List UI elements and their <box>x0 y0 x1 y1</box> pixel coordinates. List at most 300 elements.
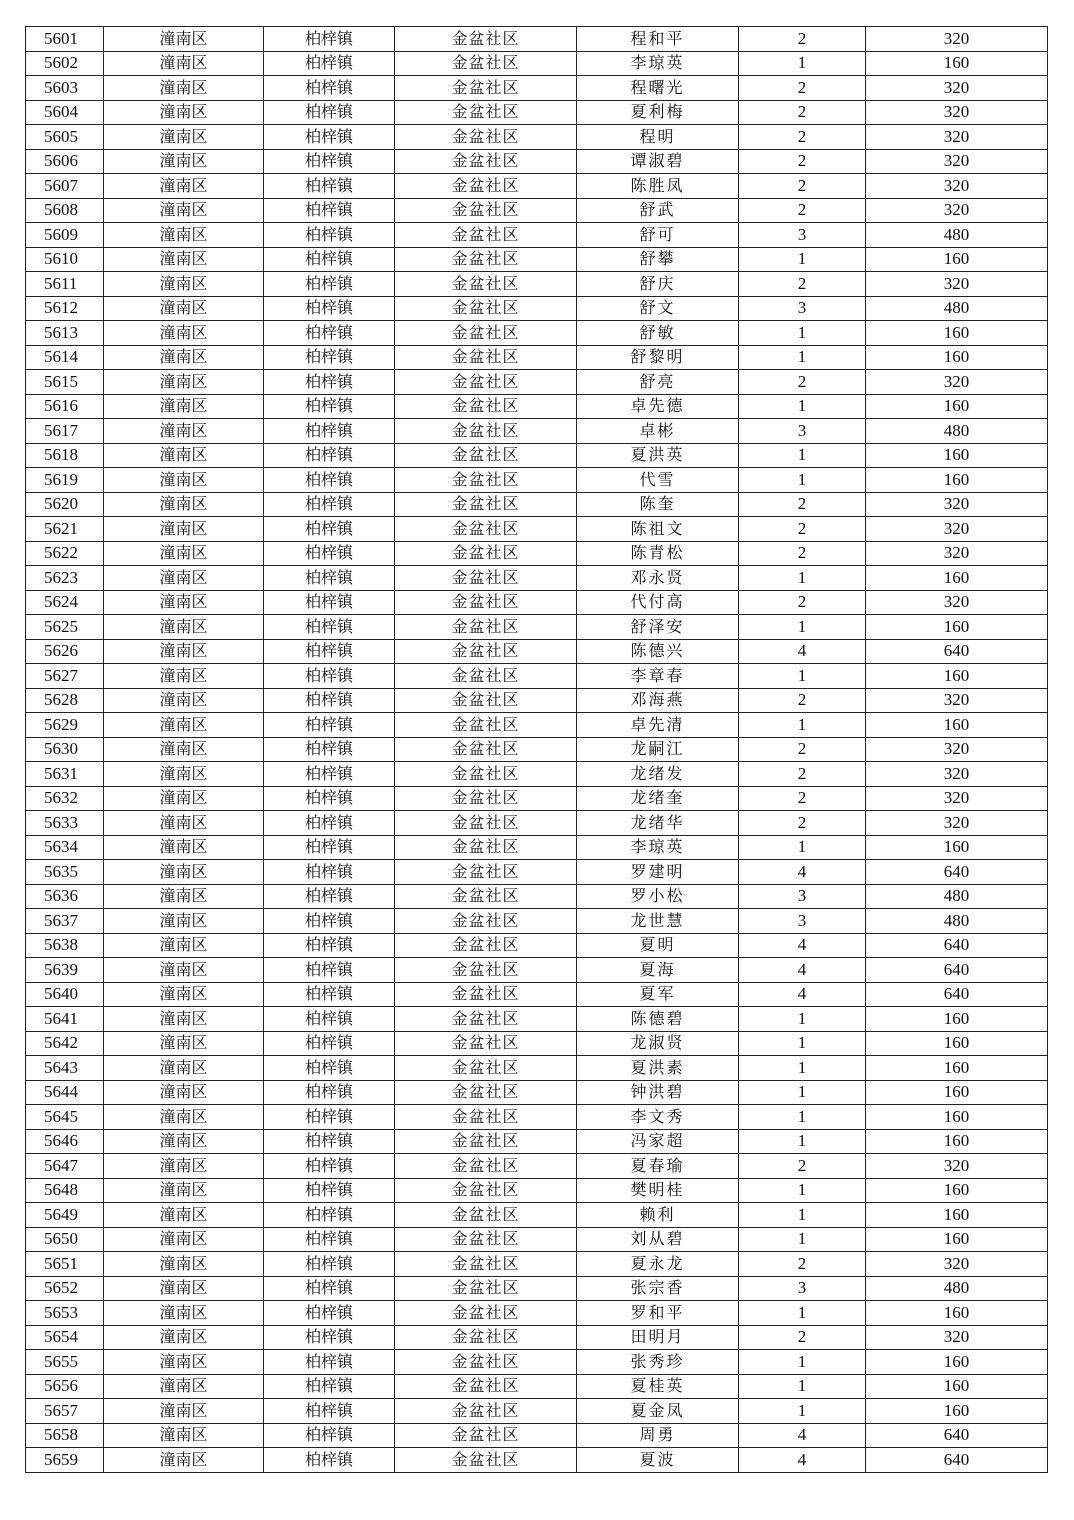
cell-seq-no: 5620 <box>26 492 104 517</box>
cell-town: 柏梓镇 <box>264 1203 395 1228</box>
cell-name: 代雪 <box>577 468 739 493</box>
cell-seq-no: 5602 <box>26 51 104 76</box>
cell-name: 舒武 <box>577 198 739 223</box>
cell-count: 2 <box>739 1154 866 1179</box>
cell-amount: 480 <box>866 419 1048 444</box>
cell-amount: 320 <box>866 272 1048 297</box>
cell-seq-no: 5643 <box>26 1056 104 1081</box>
cell-village: 金盆社区 <box>395 492 577 517</box>
cell-village: 金盆社区 <box>395 1080 577 1105</box>
cell-district: 潼南区 <box>104 443 264 468</box>
cell-name: 卓彬 <box>577 419 739 444</box>
cell-district: 潼南区 <box>104 1154 264 1179</box>
cell-town: 柏梓镇 <box>264 492 395 517</box>
cell-amount: 640 <box>866 639 1048 664</box>
cell-seq-no: 5628 <box>26 688 104 713</box>
cell-town: 柏梓镇 <box>264 27 395 52</box>
cell-amount: 160 <box>866 713 1048 738</box>
cell-village: 金盆社区 <box>395 1325 577 1350</box>
cell-name: 刘从碧 <box>577 1227 739 1252</box>
cell-name: 龙嗣江 <box>577 737 739 762</box>
cell-name: 陈祖文 <box>577 517 739 542</box>
cell-village: 金盆社区 <box>395 468 577 493</box>
cell-village: 金盆社区 <box>395 933 577 958</box>
cell-village: 金盆社区 <box>395 909 577 934</box>
cell-amount: 320 <box>866 198 1048 223</box>
cell-amount: 320 <box>866 762 1048 787</box>
cell-district: 潼南区 <box>104 1399 264 1424</box>
cell-seq-no: 5627 <box>26 664 104 689</box>
table-row <box>26 835 1048 860</box>
cell-name: 舒可 <box>577 223 739 248</box>
cell-count: 4 <box>739 1423 866 1448</box>
cell-town: 柏梓镇 <box>264 1080 395 1105</box>
cell-town: 柏梓镇 <box>264 664 395 689</box>
cell-name: 周勇 <box>577 1423 739 1448</box>
cell-town: 柏梓镇 <box>264 811 395 836</box>
cell-town: 柏梓镇 <box>264 1227 395 1252</box>
cell-name: 龙世慧 <box>577 909 739 934</box>
cell-district: 潼南区 <box>104 933 264 958</box>
cell-district: 潼南区 <box>104 590 264 615</box>
cell-amount: 320 <box>866 541 1048 566</box>
cell-village: 金盆社区 <box>395 958 577 983</box>
cell-count: 2 <box>739 76 866 101</box>
cell-name: 夏洪英 <box>577 443 739 468</box>
cell-district: 潼南区 <box>104 419 264 444</box>
cell-district: 潼南区 <box>104 811 264 836</box>
cell-seq-no: 5629 <box>26 713 104 738</box>
cell-count: 1 <box>739 394 866 419</box>
cell-name: 张秀珍 <box>577 1350 739 1375</box>
cell-amount: 320 <box>866 1154 1048 1179</box>
cell-name: 樊明桂 <box>577 1178 739 1203</box>
cell-district: 潼南区 <box>104 1203 264 1228</box>
cell-village: 金盆社区 <box>395 884 577 909</box>
cell-district: 潼南区 <box>104 1056 264 1081</box>
table-row <box>26 1350 1048 1375</box>
cell-amount: 160 <box>866 1227 1048 1252</box>
cell-amount: 320 <box>866 27 1048 52</box>
cell-seq-no: 5650 <box>26 1227 104 1252</box>
cell-district: 潼南区 <box>104 737 264 762</box>
cell-district: 潼南区 <box>104 566 264 591</box>
cell-village: 金盆社区 <box>395 125 577 150</box>
cell-count: 2 <box>739 590 866 615</box>
cell-name: 夏永龙 <box>577 1252 739 1277</box>
cell-count: 1 <box>739 713 866 738</box>
cell-amount: 320 <box>866 174 1048 199</box>
cell-name: 夏利梅 <box>577 100 739 125</box>
cell-count: 2 <box>739 370 866 395</box>
cell-amount: 160 <box>866 51 1048 76</box>
cell-village: 金盆社区 <box>395 762 577 787</box>
cell-amount: 480 <box>866 223 1048 248</box>
cell-district: 潼南区 <box>104 1252 264 1277</box>
cell-village: 金盆社区 <box>395 247 577 272</box>
cell-name: 陈德碧 <box>577 1007 739 1032</box>
cell-count: 1 <box>739 1350 866 1375</box>
cell-district: 潼南区 <box>104 345 264 370</box>
cell-district: 潼南区 <box>104 1227 264 1252</box>
cell-seq-no: 5623 <box>26 566 104 591</box>
cell-seq-no: 5601 <box>26 27 104 52</box>
cell-name: 夏军 <box>577 982 739 1007</box>
cell-town: 柏梓镇 <box>264 76 395 101</box>
table-row <box>26 1252 1048 1277</box>
cell-town: 柏梓镇 <box>264 737 395 762</box>
cell-count: 2 <box>739 492 866 517</box>
cell-village: 金盆社区 <box>395 1399 577 1424</box>
cell-count: 2 <box>739 737 866 762</box>
table-row <box>26 272 1048 297</box>
cell-seq-no: 5646 <box>26 1129 104 1154</box>
cell-seq-no: 5619 <box>26 468 104 493</box>
cell-town: 柏梓镇 <box>264 688 395 713</box>
cell-town: 柏梓镇 <box>264 100 395 125</box>
cell-district: 潼南区 <box>104 1080 264 1105</box>
cell-district: 潼南区 <box>104 517 264 542</box>
cell-district: 潼南区 <box>104 296 264 321</box>
cell-count: 1 <box>739 1080 866 1105</box>
cell-town: 柏梓镇 <box>264 296 395 321</box>
cell-count: 2 <box>739 272 866 297</box>
cell-town: 柏梓镇 <box>264 933 395 958</box>
cell-seq-no: 5653 <box>26 1301 104 1326</box>
table-body <box>26 27 1048 1473</box>
cell-seq-no: 5644 <box>26 1080 104 1105</box>
cell-name: 代付高 <box>577 590 739 615</box>
cell-seq-no: 5639 <box>26 958 104 983</box>
table-row <box>26 1105 1048 1130</box>
cell-district: 潼南区 <box>104 76 264 101</box>
cell-name: 陈青松 <box>577 541 739 566</box>
cell-count: 2 <box>739 541 866 566</box>
cell-count: 1 <box>739 1203 866 1228</box>
table-row <box>26 517 1048 542</box>
cell-count: 1 <box>739 1399 866 1424</box>
table-row <box>26 1178 1048 1203</box>
table-row <box>26 27 1048 52</box>
cell-district: 潼南区 <box>104 1007 264 1032</box>
cell-name: 夏洪素 <box>577 1056 739 1081</box>
cell-town: 柏梓镇 <box>264 762 395 787</box>
cell-name: 龙绪华 <box>577 811 739 836</box>
cell-seq-no: 5626 <box>26 639 104 664</box>
cell-town: 柏梓镇 <box>264 321 395 346</box>
cell-town: 柏梓镇 <box>264 1423 395 1448</box>
cell-village: 金盆社区 <box>395 394 577 419</box>
cell-village: 金盆社区 <box>395 27 577 52</box>
cell-seq-no: 5655 <box>26 1350 104 1375</box>
cell-seq-no: 5657 <box>26 1399 104 1424</box>
cell-district: 潼南区 <box>104 639 264 664</box>
cell-count: 3 <box>739 884 866 909</box>
cell-district: 潼南区 <box>104 1276 264 1301</box>
cell-count: 1 <box>739 1031 866 1056</box>
cell-amount: 160 <box>866 1350 1048 1375</box>
cell-count: 2 <box>739 811 866 836</box>
cell-district: 潼南区 <box>104 860 264 885</box>
cell-town: 柏梓镇 <box>264 223 395 248</box>
cell-amount: 160 <box>866 1007 1048 1032</box>
cell-district: 潼南区 <box>104 1423 264 1448</box>
cell-village: 金盆社区 <box>395 1007 577 1032</box>
table-row <box>26 321 1048 346</box>
cell-amount: 160 <box>866 1203 1048 1228</box>
cell-amount: 320 <box>866 492 1048 517</box>
cell-village: 金盆社区 <box>395 345 577 370</box>
cell-seq-no: 5659 <box>26 1448 104 1473</box>
cell-village: 金盆社区 <box>395 321 577 346</box>
cell-town: 柏梓镇 <box>264 566 395 591</box>
cell-seq-no: 5636 <box>26 884 104 909</box>
cell-district: 潼南区 <box>104 1129 264 1154</box>
cell-district: 潼南区 <box>104 394 264 419</box>
cell-seq-no: 5632 <box>26 786 104 811</box>
cell-name: 邓海燕 <box>577 688 739 713</box>
cell-amount: 320 <box>866 100 1048 125</box>
table-row <box>26 1423 1048 1448</box>
cell-seq-no: 5637 <box>26 909 104 934</box>
cell-amount: 320 <box>866 688 1048 713</box>
cell-amount: 640 <box>866 933 1048 958</box>
table-row <box>26 664 1048 689</box>
cell-name: 夏波 <box>577 1448 739 1473</box>
cell-count: 4 <box>739 1448 866 1473</box>
cell-count: 2 <box>739 1252 866 1277</box>
cell-village: 金盆社区 <box>395 1374 577 1399</box>
cell-amount: 320 <box>866 1325 1048 1350</box>
cell-village: 金盆社区 <box>395 1203 577 1228</box>
cell-town: 柏梓镇 <box>264 468 395 493</box>
cell-seq-no: 5641 <box>26 1007 104 1032</box>
cell-town: 柏梓镇 <box>264 443 395 468</box>
cell-count: 2 <box>739 27 866 52</box>
cell-town: 柏梓镇 <box>264 345 395 370</box>
cell-seq-no: 5633 <box>26 811 104 836</box>
cell-village: 金盆社区 <box>395 615 577 640</box>
cell-count: 3 <box>739 909 866 934</box>
cell-seq-no: 5615 <box>26 370 104 395</box>
cell-seq-no: 5618 <box>26 443 104 468</box>
cell-village: 金盆社区 <box>395 296 577 321</box>
cell-name: 舒庆 <box>577 272 739 297</box>
table-row <box>26 51 1048 76</box>
table-row <box>26 443 1048 468</box>
cell-name: 谭淑碧 <box>577 149 739 174</box>
cell-name: 邓永贤 <box>577 566 739 591</box>
cell-district: 潼南区 <box>104 1448 264 1473</box>
cell-village: 金盆社区 <box>395 100 577 125</box>
cell-district: 潼南区 <box>104 370 264 395</box>
cell-name: 龙淑贤 <box>577 1031 739 1056</box>
cell-district: 潼南区 <box>104 1325 264 1350</box>
table-row <box>26 982 1048 1007</box>
table-row <box>26 1448 1048 1473</box>
cell-village: 金盆社区 <box>395 811 577 836</box>
cell-town: 柏梓镇 <box>264 786 395 811</box>
cell-seq-no: 5621 <box>26 517 104 542</box>
cell-town: 柏梓镇 <box>264 419 395 444</box>
cell-name: 罗小松 <box>577 884 739 909</box>
cell-name: 夏春瑜 <box>577 1154 739 1179</box>
cell-name: 卓先清 <box>577 713 739 738</box>
cell-count: 2 <box>739 149 866 174</box>
cell-town: 柏梓镇 <box>264 1105 395 1130</box>
cell-village: 金盆社区 <box>395 443 577 468</box>
cell-amount: 160 <box>866 1031 1048 1056</box>
cell-village: 金盆社区 <box>395 737 577 762</box>
cell-seq-no: 5625 <box>26 615 104 640</box>
cell-seq-no: 5634 <box>26 835 104 860</box>
cell-amount: 160 <box>866 443 1048 468</box>
cell-village: 金盆社区 <box>395 1056 577 1081</box>
cell-name: 陈德兴 <box>577 639 739 664</box>
cell-seq-no: 5612 <box>26 296 104 321</box>
cell-seq-no: 5617 <box>26 419 104 444</box>
cell-district: 潼南区 <box>104 1178 264 1203</box>
cell-amount: 160 <box>866 1056 1048 1081</box>
cell-seq-no: 5614 <box>26 345 104 370</box>
table-row <box>26 1399 1048 1424</box>
cell-count: 1 <box>739 1129 866 1154</box>
cell-district: 潼南区 <box>104 762 264 787</box>
table-row <box>26 762 1048 787</box>
cell-town: 柏梓镇 <box>264 909 395 934</box>
cell-village: 金盆社区 <box>395 639 577 664</box>
cell-seq-no: 5647 <box>26 1154 104 1179</box>
cell-seq-no: 5654 <box>26 1325 104 1350</box>
cell-count: 2 <box>739 688 866 713</box>
table-row <box>26 223 1048 248</box>
table-row <box>26 737 1048 762</box>
cell-town: 柏梓镇 <box>264 713 395 738</box>
cell-village: 金盆社区 <box>395 517 577 542</box>
cell-village: 金盆社区 <box>395 1129 577 1154</box>
table-row <box>26 345 1048 370</box>
cell-count: 1 <box>739 835 866 860</box>
table-row <box>26 492 1048 517</box>
cell-amount: 160 <box>866 1399 1048 1424</box>
cell-seq-no: 5635 <box>26 860 104 885</box>
cell-village: 金盆社区 <box>395 1423 577 1448</box>
cell-town: 柏梓镇 <box>264 541 395 566</box>
table-row <box>26 713 1048 738</box>
cell-count: 2 <box>739 1325 866 1350</box>
cell-town: 柏梓镇 <box>264 272 395 297</box>
cell-town: 柏梓镇 <box>264 1178 395 1203</box>
cell-seq-no: 5656 <box>26 1374 104 1399</box>
table-row <box>26 174 1048 199</box>
cell-amount: 160 <box>866 468 1048 493</box>
cell-village: 金盆社区 <box>395 272 577 297</box>
cell-amount: 160 <box>866 1129 1048 1154</box>
cell-amount: 640 <box>866 1423 1048 1448</box>
cell-count: 4 <box>739 933 866 958</box>
cell-town: 柏梓镇 <box>264 860 395 885</box>
cell-name: 舒泽安 <box>577 615 739 640</box>
cell-amount: 160 <box>866 664 1048 689</box>
cell-seq-no: 5622 <box>26 541 104 566</box>
cell-district: 潼南区 <box>104 615 264 640</box>
cell-count: 1 <box>739 1105 866 1130</box>
table-row <box>26 615 1048 640</box>
table-row <box>26 786 1048 811</box>
cell-count: 3 <box>739 223 866 248</box>
cell-count: 2 <box>739 125 866 150</box>
cell-village: 金盆社区 <box>395 1350 577 1375</box>
cell-village: 金盆社区 <box>395 1252 577 1277</box>
cell-seq-no: 5611 <box>26 272 104 297</box>
table-row <box>26 590 1048 615</box>
cell-village: 金盆社区 <box>395 786 577 811</box>
table-row <box>26 566 1048 591</box>
table-row <box>26 1276 1048 1301</box>
cell-amount: 320 <box>866 811 1048 836</box>
cell-count: 2 <box>739 517 866 542</box>
table-row <box>26 1227 1048 1252</box>
cell-district: 潼南区 <box>104 468 264 493</box>
cell-amount: 160 <box>866 1080 1048 1105</box>
cell-village: 金盆社区 <box>395 51 577 76</box>
cell-village: 金盆社区 <box>395 198 577 223</box>
cell-count: 1 <box>739 1007 866 1032</box>
cell-village: 金盆社区 <box>395 566 577 591</box>
cell-village: 金盆社区 <box>395 149 577 174</box>
cell-count: 1 <box>739 247 866 272</box>
cell-village: 金盆社区 <box>395 1227 577 1252</box>
cell-district: 潼南区 <box>104 198 264 223</box>
cell-district: 潼南区 <box>104 541 264 566</box>
cell-name: 夏明 <box>577 933 739 958</box>
cell-seq-no: 5648 <box>26 1178 104 1203</box>
cell-seq-no: 5630 <box>26 737 104 762</box>
cell-count: 1 <box>739 443 866 468</box>
cell-seq-no: 5642 <box>26 1031 104 1056</box>
cell-count: 1 <box>739 51 866 76</box>
cell-town: 柏梓镇 <box>264 1252 395 1277</box>
cell-village: 金盆社区 <box>395 1178 577 1203</box>
table-row <box>26 860 1048 885</box>
cell-name: 李章春 <box>577 664 739 689</box>
cell-seq-no: 5649 <box>26 1203 104 1228</box>
cell-name: 夏海 <box>577 958 739 983</box>
cell-name: 夏金凤 <box>577 1399 739 1424</box>
cell-amount: 640 <box>866 958 1048 983</box>
cell-district: 潼南区 <box>104 958 264 983</box>
cell-town: 柏梓镇 <box>264 1448 395 1473</box>
cell-town: 柏梓镇 <box>264 835 395 860</box>
cell-name: 李文秀 <box>577 1105 739 1130</box>
cell-town: 柏梓镇 <box>264 1007 395 1032</box>
cell-name: 赖利 <box>577 1203 739 1228</box>
cell-count: 2 <box>739 100 866 125</box>
cell-name: 舒黎明 <box>577 345 739 370</box>
cell-amount: 480 <box>866 1276 1048 1301</box>
table-row <box>26 909 1048 934</box>
cell-count: 2 <box>739 786 866 811</box>
cell-amount: 320 <box>866 125 1048 150</box>
cell-count: 2 <box>739 762 866 787</box>
cell-town: 柏梓镇 <box>264 517 395 542</box>
table-row <box>26 394 1048 419</box>
cell-seq-no: 5606 <box>26 149 104 174</box>
table-row <box>26 125 1048 150</box>
cell-village: 金盆社区 <box>395 590 577 615</box>
cell-name: 罗和平 <box>577 1301 739 1326</box>
cell-amount: 160 <box>866 1178 1048 1203</box>
